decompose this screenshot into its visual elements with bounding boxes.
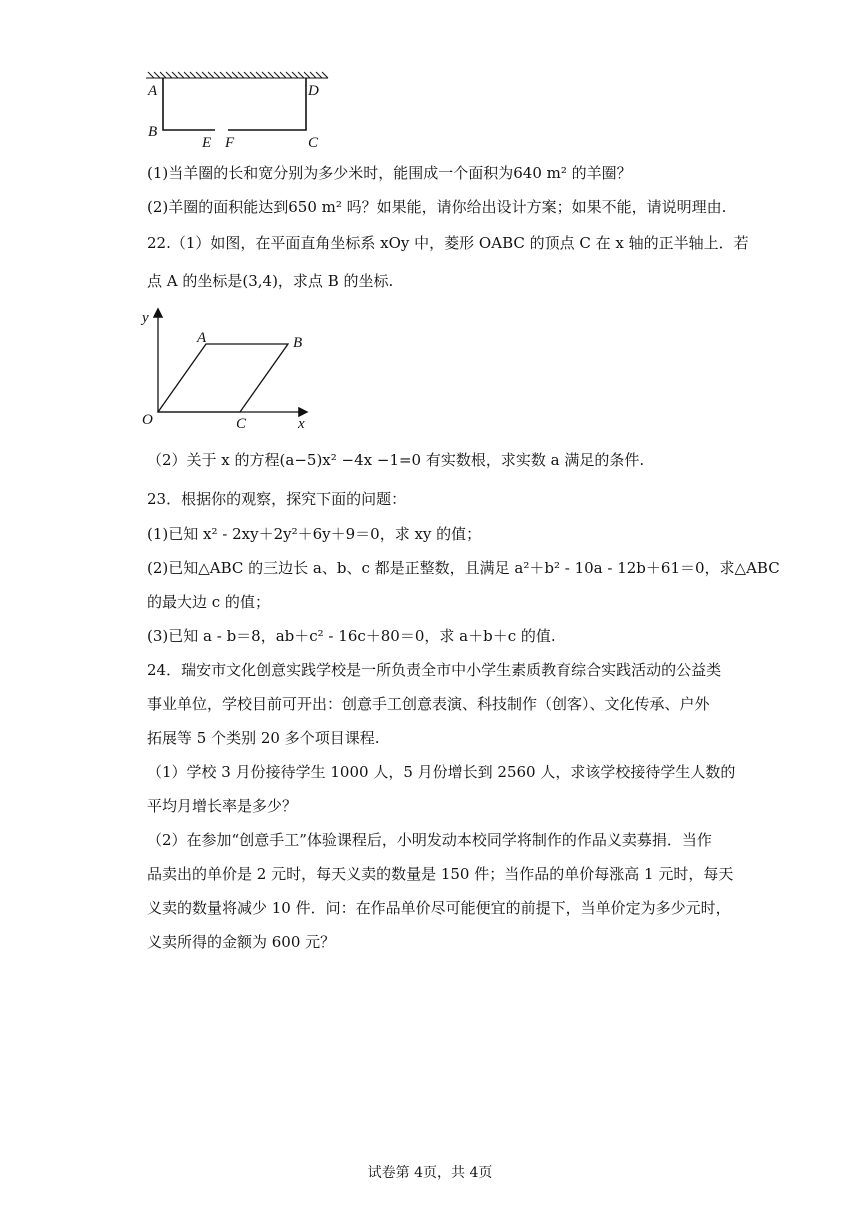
pen-outline-right [228,78,306,130]
q24-part1-line1: （1）学校 3 月份接待学生 1000 人，5 月份增长到 2560 人，求该学校接待学生人数的 [147,763,736,781]
q24-part2-line1: （2）在参加“创意手工”体验课程后，小明发动本校同学将制作的作品义卖募捐．当作 [147,831,712,849]
q23-part1: (1)已知 x² - 2xy＋2y²＋6y＋9＝0，求 xy 的值； [147,525,482,543]
label-a: A [148,83,158,99]
rhombus-figure [138,302,318,432]
rhombus-oabc [158,344,288,412]
pen-outline-left [163,78,215,130]
q23-part3: (3)已知 a - b＝8，ab＋c² - 16c＋80＝0，求 a＋b＋c 的值. [147,627,556,645]
q21-part2: (2)羊圈的面积能达到650 m² 吗？如果能，请你给出设计方案；如果不能，请说明理由. [147,198,727,216]
label-y: y [142,310,149,326]
label-c: C [236,416,247,432]
q24-line1: 24．瑞安市文化创意实践学校是一所负责全市中小学生素质教育综合实践活动的公益类 [147,661,722,679]
label-d: D [308,83,319,99]
label-f: F [225,135,235,150]
label-o: O [142,412,153,428]
q22-line1: 22.（1）如图，在平面直角坐标系 xOy 中，菱形 OABC 的顶点 C 在 x 轴的正半轴上．若 [147,234,749,252]
label-e: E [202,135,212,150]
q23-heading: 23．根据你的观察，探究下面的问题： [147,490,407,508]
q21-part1: (1)当羊圈的长和宽分别为多少米时，能围成一个面积为640 m² 的羊圈？ [147,164,632,182]
label-b: B [148,124,158,140]
q22-line2: 点 A 的坐标是(3,4)，求点 B 的坐标. [147,272,394,290]
q24-part1-line2: 平均月增长率是多少？ [147,797,298,815]
q23-part2-line1: (2)已知△ABC 的三边长 a、b、c 都是正整数，且满足 a²＋b² - 10a - 12b＋61＝0，求△ABC [147,559,780,577]
q24-part2-line3: 义卖的数量将减少 10 件．问：在作品单价尽可能便宜的前提下，当单价定为多少元时， [147,899,731,917]
label-a: A [197,330,207,346]
q24-line3: 拓展等 5 个类别 20 多个项目课程. [147,729,380,747]
label-x: x [298,416,305,432]
q24-part2-line4: 义卖所得的金额为 600 元？ [147,933,336,951]
sheep-pen-figure [140,68,340,150]
q22-part2: （2）关于 x 的方程(a−5)x² −4x −1=0 有实数根，求实数 a 满足的条件. [147,451,645,469]
wall-hatching [146,72,328,78]
label-b: B [293,335,303,351]
q24-line2: 事业单位，学校目前可开出：创意手工创意表演、科技制作（创客）、文化传承、户外 [147,695,710,713]
q24-part2-line2: 品卖出的单价是 2 元时，每天义卖的数量是 150 件；当作品的单价每涨高 1 元时，每天 [147,865,734,883]
page-footer: 试卷第 4页，共 4页 [367,1165,493,1181]
label-c: C [308,135,319,150]
q23-part2-line2: 的最大边 c 的值； [147,593,270,611]
